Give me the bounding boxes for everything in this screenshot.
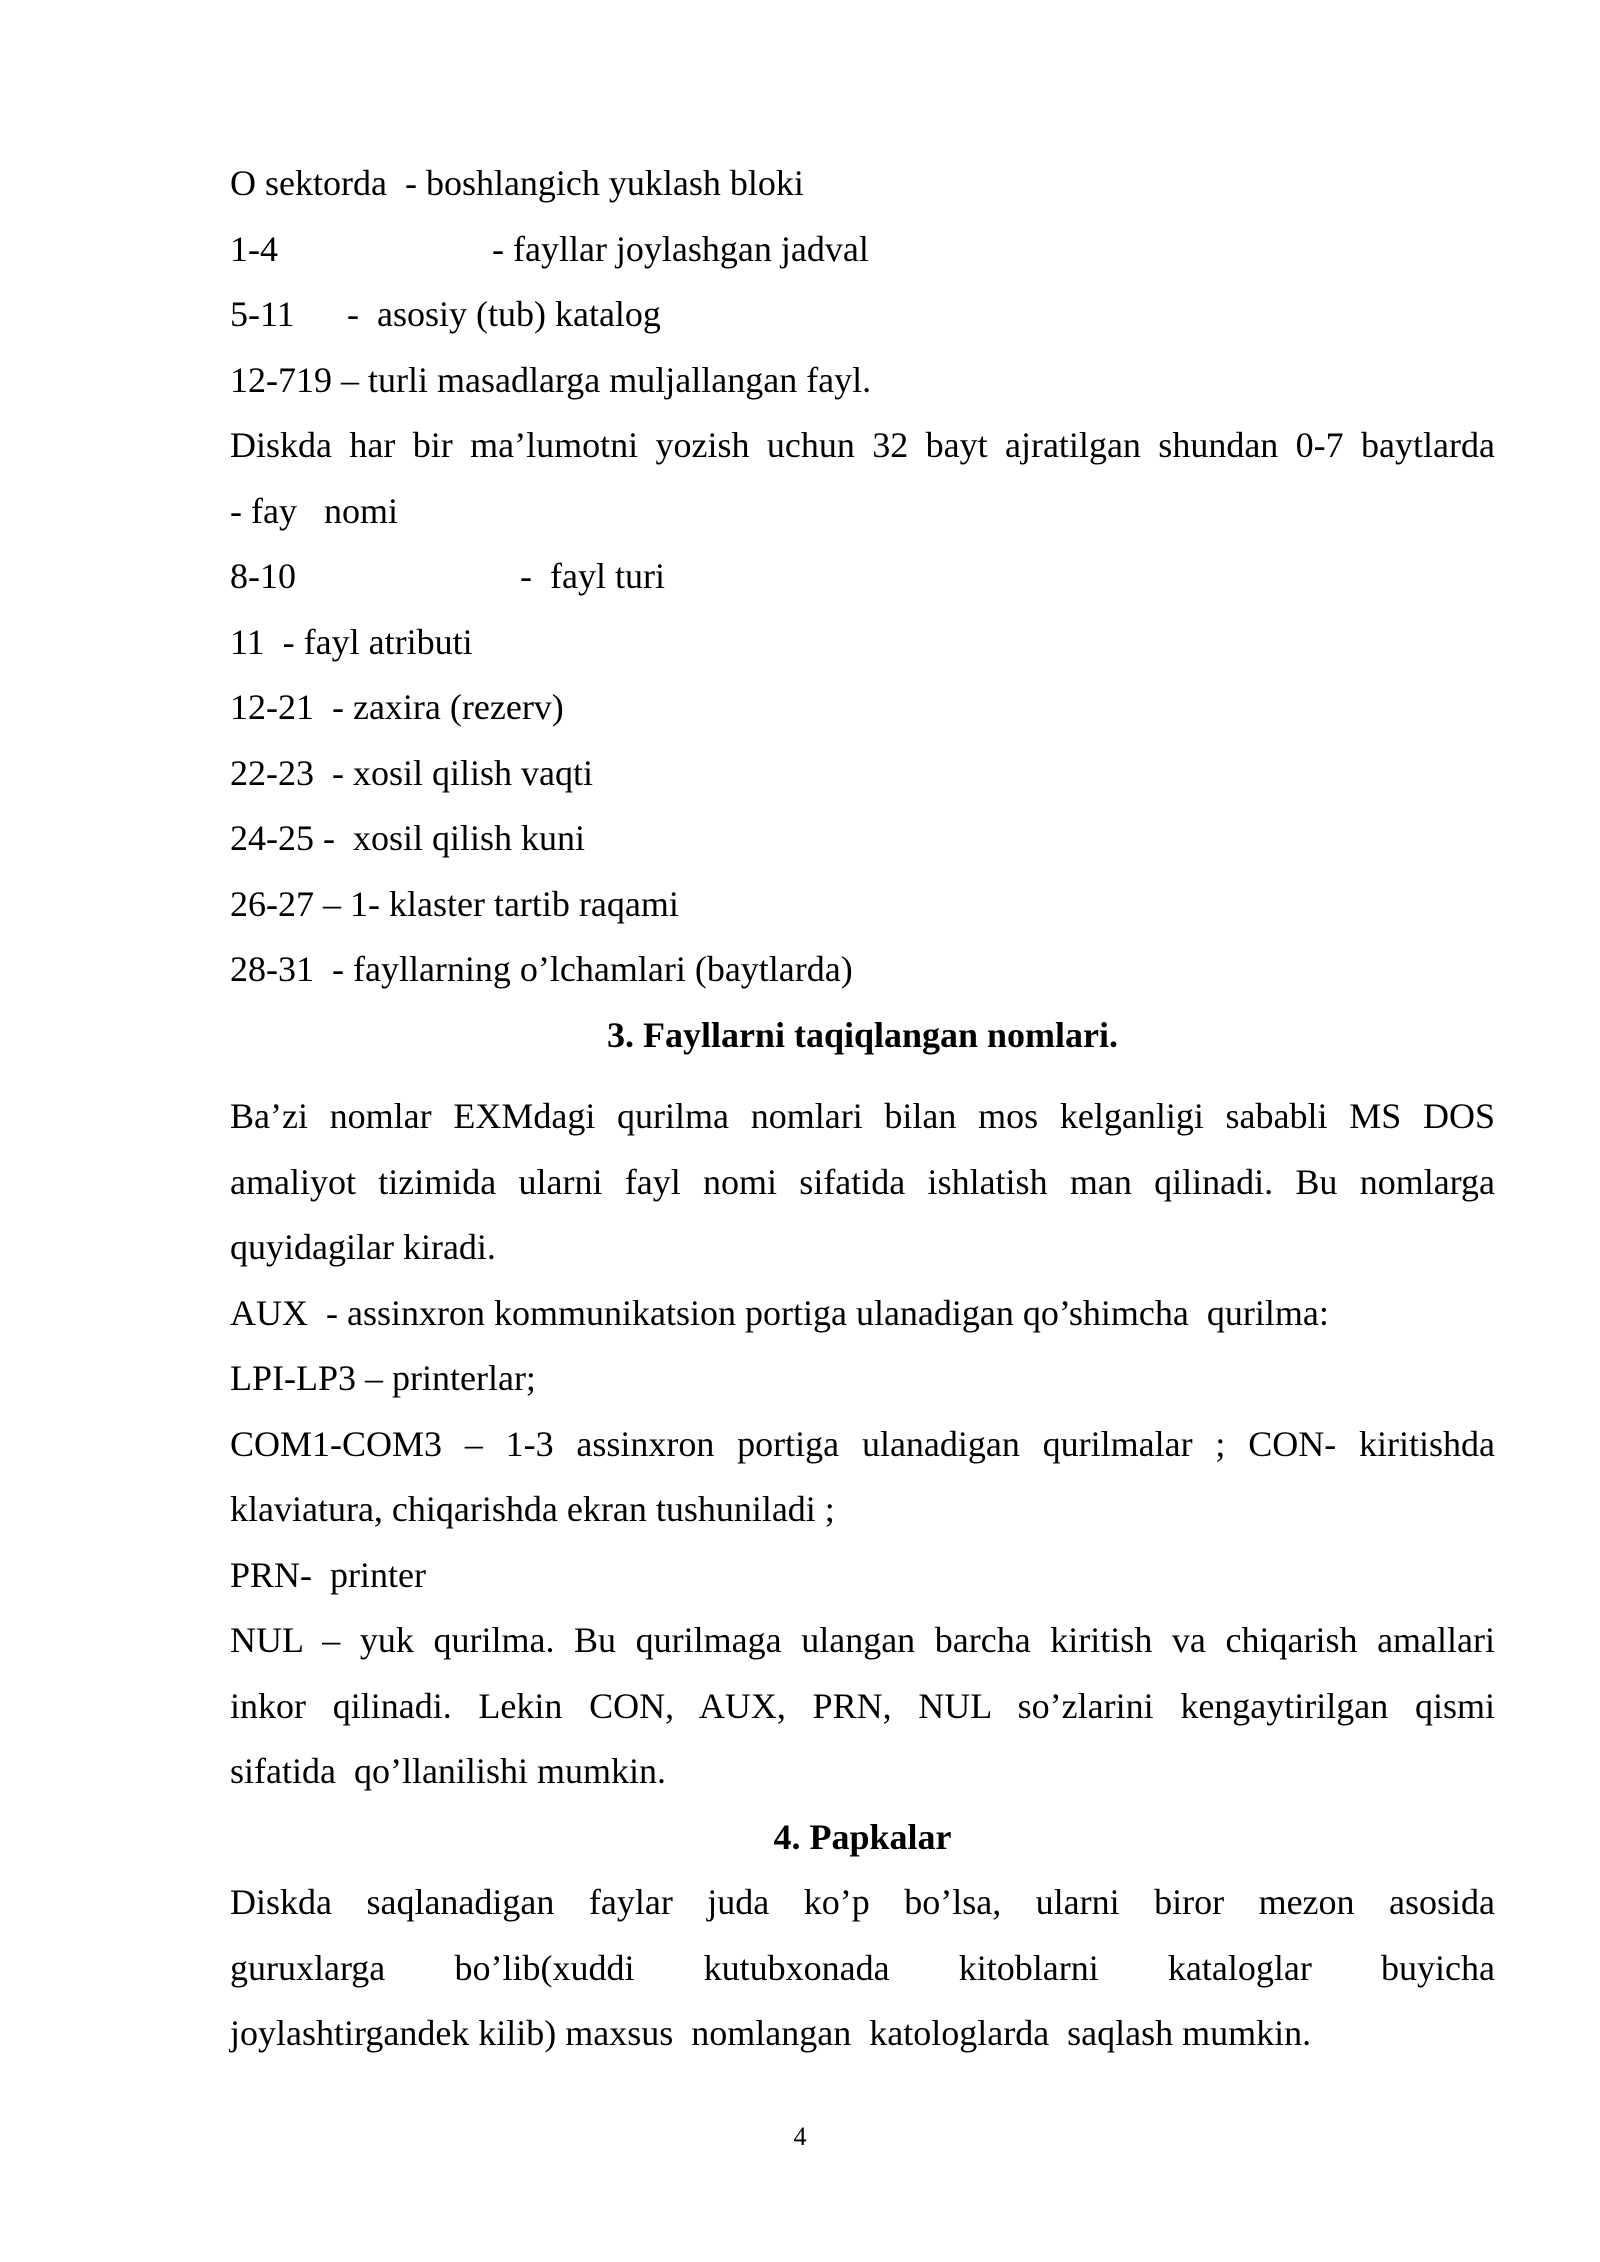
com-device-text-2: klaviatura, chiqarishda ekran tushuniladi ;	[230, 1489, 835, 1529]
byte-22-23-text: 22-23 - xosil qilish vaqti	[230, 752, 593, 793]
nul-device-text-3: sifatida qo’llanilishi mumkin.	[230, 1751, 666, 1791]
byte-8-10-number: 8-10	[230, 556, 296, 596]
byte-0-7-text: - fay nomi	[230, 490, 398, 531]
byte-8-10-desc: - fayl turi	[520, 556, 665, 596]
lpt-device-line	[230, 1346, 1495, 1412]
byte-28-31-text: 28-31 - fayllarning o’lchamlari (baytlarda)	[230, 949, 853, 989]
com-device-line-1	[230, 1412, 1495, 1478]
byte-line-28-31	[230, 937, 1495, 1003]
directory-entry-intro-line	[230, 413, 1495, 479]
sector-0-text: O sektorda - boshlangich yuklash bloki	[230, 163, 804, 203]
section-3-paragraph-text-2: amaliyot tizimida ularni fayl nomi sifatida ishlatish man qilinadi. Bu nomlarga	[230, 1161, 1495, 1202]
section-4-paragraph-line-3	[230, 2001, 1495, 2067]
section-4-paragraph-text-1: Diskda saqlanadigan faylar juda ko’p bo’lsa, ularni biror mezon asosida	[230, 1882, 1495, 1922]
section-3-paragraph-text-1: Ba’zi nomlar EXMdagi qurilma nomlari bilan mos kelganligi sababli MS DOS	[230, 1096, 1495, 1136]
sector-12-719-text: 12-719 – turli masadlarga muljallangan fayl.	[230, 359, 872, 400]
sector-line-12-719	[230, 348, 1495, 414]
byte-line-26-27	[230, 872, 1495, 938]
com-device-line-2	[230, 1477, 1495, 1543]
sector-5-11-desc: - asosiy (tub) katalog	[347, 294, 661, 334]
section-3-paragraph-line-3	[230, 1215, 1495, 1281]
section-4-paragraph-text-3: joylashtirgandek kilib) maxsus nomlangan katologlarda saqlash mumkin.	[230, 2013, 1312, 2053]
prn-device-line	[230, 1543, 1495, 1609]
section-4-paragraph-line-2	[230, 1936, 1495, 2002]
page-number: 4	[793, 2122, 807, 2151]
directory-entry-intro-text: Diskda har bir ma’lumotni yozish uchun 32 bayt ajratilgan shundan 0-7 baytlarda	[230, 425, 1495, 465]
byte-26-27-text: 26-27 – 1- klaster tartib raqami	[230, 883, 679, 924]
nul-device-line-2	[230, 1674, 1495, 1740]
section-4-heading: 4. Papkalar	[773, 1816, 952, 1857]
sector-1-4-number: 1-4	[230, 228, 278, 269]
sector-line-5-11	[230, 282, 1495, 348]
byte-line-8-10	[230, 544, 1495, 610]
section-3-paragraph-text-3: quyidagilar kiradi.	[230, 1227, 496, 1267]
nul-device-line-3	[230, 1739, 1495, 1805]
sector-1-4-desc: - fayllar joylashgan jadval	[492, 228, 869, 269]
byte-12-21-text: 12-21 - zaxira (rezerv)	[230, 687, 564, 727]
byte-line-12-21	[230, 675, 1495, 741]
byte-11-text: 11 - fayl atributi	[230, 621, 473, 662]
com-device-text-1: COM1-COM3 – 1-3 assinxron portiga ulanadigan qurilmalar ; CON- kiritishda	[230, 1423, 1495, 1464]
sector-line-1-4	[230, 217, 1495, 283]
sector-line-0	[230, 151, 1495, 217]
byte-line-22-23	[230, 741, 1495, 807]
aux-device-text: AUX - assinxron kommunikatsion portiga ulanadigan qo’shimcha qurilma:	[230, 1292, 1329, 1333]
byte-24-25-text: 24-25 - xosil qilish kuni	[230, 818, 586, 858]
page-content	[230, 151, 1495, 2067]
nul-device-text-2: inkor qilinadi. Lekin CON, AUX, PRN, NUL so’zlarini kengaytirilgan qismi	[230, 1685, 1495, 1726]
section-4-paragraph-text-2: guruxlarga bo’lib(xuddi kutubxonada kitoblarni kataloglar buyicha	[230, 1947, 1495, 1988]
section-3-paragraph-line-1	[230, 1084, 1495, 1150]
byte-line-11	[230, 610, 1495, 676]
aux-device-line	[230, 1281, 1495, 1347]
prn-device-text: PRN- printer	[230, 1554, 426, 1595]
byte-line-0-7	[230, 479, 1495, 545]
byte-line-24-25	[230, 806, 1495, 872]
nul-device-line-1	[230, 1608, 1495, 1674]
sector-5-11-number: 5-11	[230, 294, 295, 334]
section-3-heading: 3. Fayllarni taqiqlangan nomlari.	[606, 1014, 1119, 1055]
section-4-paragraph-line-1	[230, 1870, 1495, 1936]
nul-device-text-1: NUL – yuk qurilma. Bu qurilmaga ulangan barcha kiritish va chiqarish amallari	[230, 1620, 1495, 1660]
lpt-device-text: LPI-LP3 – printerlar;	[230, 1358, 536, 1398]
section-3-paragraph-line-2	[230, 1150, 1495, 1216]
